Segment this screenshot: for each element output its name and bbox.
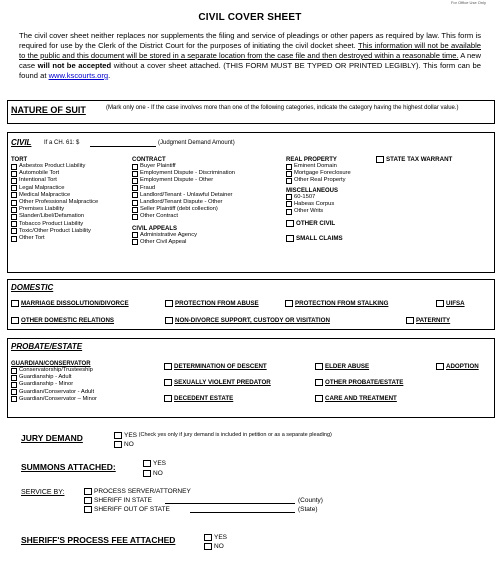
uifsa-label: UIFSA: [446, 300, 465, 307]
checkbox-label: Eminent Domain: [294, 163, 337, 169]
checkbox-label: Mortgage Foreclosure: [294, 170, 351, 177]
checkbox-option[interactable]: [11, 199, 98, 206]
fee-yes-label: YES: [214, 534, 228, 541]
checkbox-option[interactable]: [132, 232, 235, 239]
marriage-dissolution-option[interactable]: [11, 300, 129, 307]
civil-section: [7, 132, 495, 273]
checkbox-label: DECEDENT ESTATE: [174, 395, 234, 402]
probate-label: PROBATE/ESTATE: [11, 342, 83, 351]
checkbox-option[interactable]: [286, 170, 351, 177]
checkbox[interactable]: [132, 200, 138, 206]
adoption-option[interactable]: [436, 363, 479, 370]
intro-text-2: A new case: [19, 51, 481, 70]
marriage-dissolution-checkbox[interactable]: [11, 300, 19, 307]
checkbox-label: ELDER ABUSE: [325, 363, 370, 370]
checkbox-label: Landlord/Tenant Dispute - Other: [140, 199, 223, 206]
state-tax-warrant-label: STATE TAX WARRANT: [386, 156, 453, 163]
probate-section: [7, 338, 495, 418]
checkbox-option[interactable]: [11, 185, 98, 192]
checkbox-label: Guardianship - Minor: [19, 381, 74, 388]
checkbox-option[interactable]: [11, 396, 97, 403]
checkbox-label: Slander/Libel/Defamation: [19, 213, 85, 220]
other-civil-checkbox[interactable]: [286, 220, 294, 227]
non-divorce-support-label: NON-DIVORCE SUPPORT, CUSTODY OR VISITATION: [175, 317, 330, 324]
sheriff-in-state-checkbox[interactable]: [84, 497, 92, 504]
uifsa-checkbox[interactable]: [436, 300, 444, 307]
protection-from-stalking-label: PROTECTION FROM STALKING: [295, 300, 389, 307]
checkbox-option[interactable]: [132, 192, 235, 199]
sheriff-in-state-label: SHERIFF IN STATE: [94, 497, 152, 504]
civil-appeals-header: CIVIL APPEALS: [132, 225, 178, 232]
small-claims-option[interactable]: [286, 235, 351, 242]
other-domestic-relations-checkbox[interactable]: [11, 317, 19, 324]
tort-header: TORT: [11, 157, 28, 163]
guardian-column: [11, 361, 97, 403]
checkbox[interactable]: [132, 232, 138, 238]
jury-yes-label: YES: [124, 432, 138, 439]
jury-yes-checkbox[interactable]: [114, 432, 122, 439]
jury-yes-note: (Check yes only if jury demand is included in petition or as a separate pleading): [138, 432, 332, 438]
jury-yes-option[interactable]: [114, 432, 332, 439]
ch61-amount-input[interactable]: [90, 146, 156, 147]
checkbox-label: DETERMINATION OF DESCENT: [174, 363, 267, 370]
intro-text-1: The civil cover sheet neither replaces nor supplements the filing and service of pleadings or other papers as required by law. This form is required for use by the Clerk of the District Court for the purposes of initiating the civil docket sheet.: [19, 31, 481, 50]
checkbox-option[interactable]: [11, 367, 97, 374]
judgment-demand-label: (Judgment Demand Amount): [158, 140, 235, 146]
checkbox-option[interactable]: [132, 199, 235, 206]
adoption-checkbox[interactable]: [436, 363, 444, 370]
real-property-header: REAL PROPERTY: [286, 157, 337, 163]
checkbox-option[interactable]: [164, 363, 271, 370]
checkbox[interactable]: [164, 379, 172, 386]
county-label: (County): [298, 497, 323, 504]
checkbox[interactable]: [286, 201, 292, 207]
checkbox-label: Administrative Agency: [140, 231, 198, 238]
intro-end: .: [108, 71, 111, 80]
jury-demand-label: JURY DEMAND: [21, 433, 83, 443]
checkbox[interactable]: [315, 379, 323, 386]
protection-from-stalking-option[interactable]: [285, 300, 388, 307]
intro-text-underlined: This information will not be available to the public and this document will be stored in a separate location from the case file and then destroyed within a reasonable time.: [19, 41, 481, 60]
checkbox[interactable]: [286, 194, 292, 200]
fee-yes-checkbox[interactable]: [204, 534, 212, 541]
checkbox[interactable]: [286, 178, 292, 184]
miscellaneous-header: MISCELLANEOUS: [286, 187, 339, 194]
checkbox-label: Conservatorship/Trusteeship: [19, 367, 93, 373]
domestic-section: [7, 279, 495, 330]
paternity-option[interactable]: [406, 317, 450, 324]
checkbox-option[interactable]: [11, 177, 98, 184]
checkbox[interactable]: [11, 396, 17, 402]
sheriff-out-of-state-label: SHERIFF OUT OF STATE: [94, 506, 170, 513]
contract-column: [132, 157, 235, 246]
protection-from-abuse-checkbox[interactable]: [165, 300, 173, 307]
checkbox[interactable]: [11, 171, 17, 177]
checkbox-label: Employment Dispute - Other: [140, 177, 214, 184]
paternity-checkbox[interactable]: [406, 317, 414, 324]
service-by-label: SERVICE BY:: [21, 489, 65, 496]
kscourts-link[interactable]: www.kscourts.org: [48, 71, 109, 80]
checkbox-label: Other Real Property: [294, 177, 346, 184]
checkbox[interactable]: [286, 171, 292, 177]
checkbox-option[interactable]: [11, 213, 98, 220]
service-sheriff-in-state-option[interactable]: [84, 497, 152, 504]
checkbox-option[interactable]: [11, 389, 97, 396]
checkbox-label: Automobile Tort: [19, 170, 60, 177]
checkbox-label: Medical Malpractice: [19, 191, 71, 198]
summons-yes-option[interactable]: [143, 460, 166, 467]
checkbox-label: OTHER PROBATE/ESTATE: [325, 379, 404, 386]
fee-no-option[interactable]: [204, 543, 224, 550]
checkbox-label: Premises Liability: [19, 206, 65, 213]
checkbox-option[interactable]: [11, 163, 98, 170]
marriage-dissolution-label: MARRIAGE DISSOLUTION/DIVORCE: [21, 300, 129, 307]
checkbox-label: Employment Dispute - Discrimination: [140, 170, 236, 177]
checkbox-option[interactable]: [286, 163, 351, 170]
checkbox-option[interactable]: [132, 163, 235, 170]
jury-no-option[interactable]: [114, 441, 134, 448]
state-label: (State): [298, 506, 318, 513]
other-domestic-relations-option[interactable]: [11, 317, 114, 324]
checkbox[interactable]: [164, 363, 172, 370]
checkbox[interactable]: [132, 185, 138, 191]
checkbox[interactable]: [315, 395, 323, 402]
checkbox-label: Seller Plaintiff (debt collection): [140, 206, 218, 213]
checkbox-option[interactable]: [11, 235, 98, 242]
checkbox-option[interactable]: [164, 395, 271, 402]
checkbox[interactable]: [11, 221, 17, 227]
ch61-label: If a CH. 61: $: [44, 140, 80, 146]
small-claims-label: SMALL CLAIMS: [296, 235, 343, 243]
checkbox[interactable]: [132, 178, 138, 184]
checkbox[interactable]: [11, 382, 17, 388]
checkbox[interactable]: [286, 209, 292, 215]
checkbox-label: Asbestos Product Liability: [19, 163, 86, 169]
fee-yes-option[interactable]: [204, 534, 227, 541]
paternity-label: PATERNITY: [416, 317, 451, 324]
tort-column: [11, 157, 98, 242]
summons-no-checkbox[interactable]: [143, 470, 151, 477]
small-claims-checkbox[interactable]: [286, 235, 294, 242]
summons-no-option[interactable]: [143, 470, 163, 477]
checkbox[interactable]: [11, 207, 17, 213]
checkbox[interactable]: [11, 185, 17, 191]
checkbox-label: Tobacco Product Liability: [19, 220, 84, 227]
checkbox[interactable]: [132, 214, 138, 220]
checkbox-option[interactable]: [286, 194, 351, 201]
protection-from-stalking-checkbox[interactable]: [285, 300, 293, 307]
other-civil-option[interactable]: [286, 220, 351, 227]
checkbox[interactable]: [132, 192, 138, 198]
checkbox-label: Other Tort: [19, 235, 45, 242]
checkbox[interactable]: [286, 164, 292, 170]
checkbox-option[interactable]: [286, 201, 351, 208]
checkbox-option[interactable]: [315, 379, 403, 386]
checkbox-option[interactable]: [132, 239, 235, 246]
service-sheriff-out-of-state-option[interactable]: [84, 506, 170, 513]
protection-from-abuse-option[interactable]: [165, 300, 259, 307]
guardian-header: GUARDIAN/CONSERVATOR: [11, 361, 91, 367]
office-use-note: For Office Use Only: [450, 0, 486, 5]
checkbox-label: CARE AND TREATMENT: [325, 395, 397, 402]
checkbox-label: Intentional Tort: [19, 177, 57, 184]
checkbox[interactable]: [11, 178, 17, 184]
checkbox[interactable]: [11, 214, 17, 220]
service-process-server-option[interactable]: [84, 488, 191, 495]
checkbox-option[interactable]: [11, 221, 98, 228]
state-tax-warrant-checkbox[interactable]: [376, 156, 384, 163]
domestic-label: DOMESTIC: [11, 283, 54, 292]
checkbox-label: Guardian/Conservator – Minor: [19, 395, 97, 402]
checkbox[interactable]: [11, 375, 17, 381]
other-civil-label: OTHER CIVIL: [296, 220, 336, 228]
checkbox[interactable]: [315, 363, 323, 370]
summons-yes-checkbox[interactable]: [143, 460, 151, 467]
checkbox-option[interactable]: [132, 206, 235, 213]
checkbox[interactable]: [11, 164, 17, 170]
summons-attached-label: SUMMONS ATTACHED:: [21, 462, 116, 472]
non-divorce-support-option[interactable]: [165, 317, 330, 324]
checkbox-label: Landlord/Tenant - Unlawful Detainer: [140, 191, 233, 198]
checkbox[interactable]: [11, 200, 17, 206]
sheriff-state-input[interactable]: [190, 512, 295, 513]
uifsa-option[interactable]: [436, 300, 465, 307]
checkbox-option[interactable]: [11, 206, 98, 213]
checkbox-label: Habeas Corpus: [294, 200, 335, 207]
process-server-label: PROCESS SERVER/ATTORNEY: [94, 488, 191, 495]
page-title: CIVIL COVER SHEET: [198, 12, 302, 23]
checkbox-option[interactable]: [132, 170, 235, 177]
checkbox-label: Other Writs: [294, 208, 324, 215]
adoption-label: ADOPTION: [446, 363, 479, 370]
checkbox-option[interactable]: [11, 381, 97, 388]
checkbox-option[interactable]: [286, 177, 351, 184]
checkbox-label: Toxic/Other Product Liability: [19, 227, 91, 234]
nature-of-suit-label: NATURE OF SUIT: [11, 105, 86, 115]
checkbox[interactable]: [132, 239, 138, 245]
contract-header: CONTRACT: [132, 157, 166, 163]
fee-no-label: NO: [214, 543, 224, 550]
intro-text-bold: will not be accepted: [37, 61, 112, 70]
protection-from-abuse-label: PROTECTION FROM ABUSE: [175, 300, 259, 307]
other-domestic-relations-label: OTHER DOMESTIC RELATIONS: [21, 317, 115, 324]
sheriff-fee-label: SHERIFF'S PROCESS FEE ATTACHED: [21, 535, 176, 545]
probate-column-3: [315, 363, 403, 411]
checkbox[interactable]: [132, 171, 138, 177]
intro-paragraph: [19, 31, 481, 81]
checkbox-label: Buyer Plaintiff: [140, 163, 176, 169]
intro-text-3: without a cover sheet attached. (THIS FORM MUST BE TYPED OR PRINTED LEGIBLY). This form can be found at: [19, 61, 481, 80]
checkbox-option[interactable]: [11, 192, 98, 199]
checkbox[interactable]: [11, 192, 17, 198]
checkbox-option[interactable]: [11, 374, 97, 381]
sheriff-out-of-state-checkbox[interactable]: [84, 506, 92, 513]
checkbox[interactable]: [132, 207, 138, 213]
checkbox-option[interactable]: [132, 185, 235, 192]
civil-label: CIVIL: [11, 138, 32, 147]
checkbox-option[interactable]: [315, 395, 403, 402]
checkbox-option[interactable]: [164, 379, 271, 386]
checkbox-label: Legal Malpractice: [19, 184, 65, 191]
checkbox[interactable]: [11, 236, 17, 242]
jury-no-checkbox[interactable]: [114, 441, 122, 448]
state-tax-warrant-option[interactable]: [376, 156, 452, 163]
process-server-checkbox[interactable]: [84, 488, 92, 495]
summons-yes-label: YES: [153, 460, 167, 467]
checkbox-option[interactable]: [132, 213, 235, 220]
non-divorce-support-checkbox[interactable]: [165, 317, 173, 324]
checkbox-label: Fraud: [140, 184, 156, 191]
summons-no-label: NO: [153, 470, 163, 477]
checkbox-label: Other Professional Malpractice: [19, 199, 99, 206]
sheriff-county-input[interactable]: [165, 503, 295, 504]
checkbox-label: Other Civil Appeal: [140, 238, 187, 245]
jury-no-label: NO: [124, 441, 134, 448]
checkbox[interactable]: [11, 368, 17, 374]
checkbox-label: SEXUALLY VIOLENT PREDATOR: [174, 379, 271, 386]
checkbox-option[interactable]: [11, 170, 98, 177]
checkbox-option[interactable]: [132, 177, 235, 184]
checkbox[interactable]: [132, 164, 138, 170]
checkbox[interactable]: [164, 395, 172, 402]
nature-of-suit-box: [7, 100, 495, 124]
checkbox-label: Other Contract: [140, 213, 179, 220]
checkbox[interactable]: [11, 228, 17, 234]
checkbox-label: Guardianship - Adult: [19, 374, 72, 381]
checkbox-label: Guardian/Conservator - Adult: [19, 388, 95, 395]
checkbox-option[interactable]: [11, 228, 98, 235]
nature-of-suit-note: (Mark only one - If the case involves more than one of the following categories, indicate the category having the highest dollar value.): [106, 105, 459, 111]
checkbox-option[interactable]: [286, 208, 351, 215]
checkbox-option[interactable]: [315, 363, 403, 370]
real-property-column: [286, 157, 351, 242]
probate-column-2: [164, 363, 271, 411]
checkbox-label: 60-1507: [294, 193, 316, 200]
fee-no-checkbox[interactable]: [204, 543, 212, 550]
checkbox[interactable]: [11, 389, 17, 395]
